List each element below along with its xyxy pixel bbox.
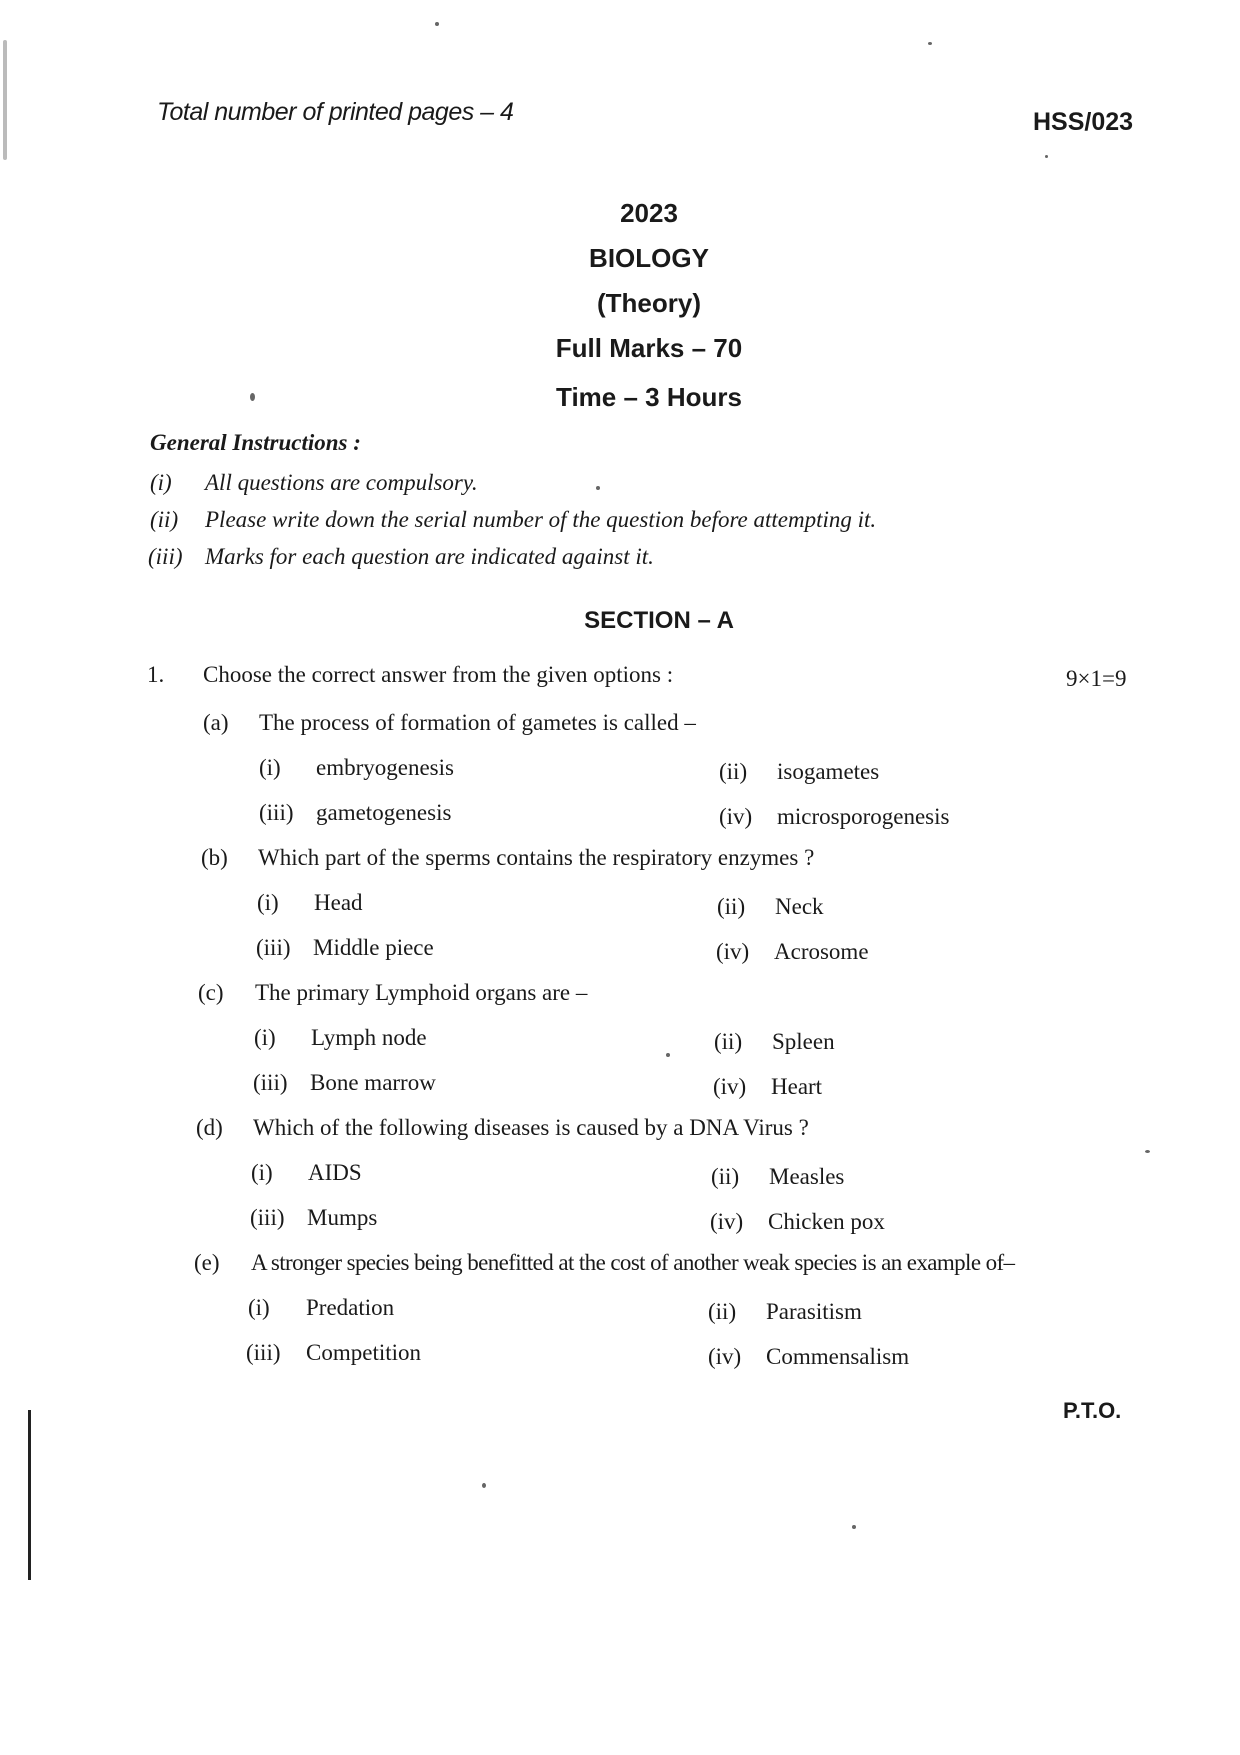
- option-number: (ii): [714, 1029, 743, 1054]
- part-label: (b): [201, 845, 228, 870]
- option-text: Commensalism: [766, 1344, 910, 1369]
- scan-speck: [666, 1053, 670, 1057]
- part-label: (d): [196, 1115, 223, 1140]
- option-text: Lymph node: [311, 1025, 427, 1050]
- exam-type: (Theory): [597, 288, 701, 318]
- exam-year: 2023: [620, 198, 678, 228]
- scan-speck: [1045, 155, 1048, 158]
- scan-speck: [482, 1483, 486, 1488]
- please-turn-over: P.T.O.: [1063, 1398, 1122, 1423]
- option-text: Bone marrow: [310, 1070, 436, 1095]
- instruction-text: Marks for each question are indicated against it.: [205, 544, 654, 569]
- option-number: (iii): [259, 800, 294, 825]
- part-text: A stronger species being benefitted at the cost of another weak species is an example of–: [251, 1250, 1015, 1275]
- option-number: (ii): [719, 759, 748, 784]
- scan-speck: [596, 486, 600, 490]
- instruction-number: (i): [150, 470, 172, 495]
- option-number: (i): [257, 890, 279, 915]
- option-text: gametogenesis: [316, 800, 452, 825]
- option-text: Mumps: [307, 1205, 378, 1230]
- part-text: Which part of the sperms contains the respiratory enzymes ?: [258, 845, 815, 870]
- option-number: (ii): [717, 894, 746, 919]
- option-number: (ii): [711, 1164, 740, 1189]
- part-label: (a): [203, 710, 229, 735]
- option-number: (i): [248, 1295, 270, 1320]
- option-text: Heart: [771, 1074, 823, 1099]
- question-text: Choose the correct answer from the given options :: [203, 662, 674, 687]
- scan-speck: [3, 40, 7, 160]
- option-text: Predation: [306, 1295, 395, 1320]
- option-text: microsporogenesis: [777, 804, 950, 829]
- scan-speck: [928, 42, 932, 45]
- option-number: (iv): [719, 804, 753, 829]
- option-number: (iii): [250, 1205, 285, 1230]
- option-text: Acrosome: [774, 939, 869, 964]
- scan-speck: [1145, 1150, 1150, 1153]
- instructions-heading: General Instructions :: [150, 430, 361, 455]
- option-number: (iv): [713, 1074, 747, 1099]
- option-number: (ii): [708, 1299, 737, 1324]
- question-marks: 9×1=9: [1066, 666, 1127, 691]
- option-number: (i): [254, 1025, 276, 1050]
- part-label: (e): [194, 1250, 220, 1275]
- option-text: Spleen: [772, 1029, 835, 1054]
- option-number: (iv): [708, 1344, 742, 1369]
- option-number: (iii): [246, 1340, 281, 1365]
- option-text: isogametes: [777, 759, 880, 784]
- option-number: (iv): [716, 939, 750, 964]
- exam-subject: BIOLOGY: [589, 243, 709, 273]
- option-text: Chicken pox: [768, 1209, 885, 1234]
- instruction-text: Please write down the serial number of the question before attempting it.: [205, 507, 877, 532]
- scan-speck: [852, 1525, 856, 1529]
- part-label: (c): [198, 980, 224, 1005]
- option-number: (i): [259, 755, 281, 780]
- option-text: Neck: [775, 894, 824, 919]
- instruction-text: All questions are compulsory.: [205, 470, 478, 495]
- printed-pages-note: Total number of printed pages – 4: [157, 98, 514, 126]
- option-text: Parasitism: [766, 1299, 862, 1324]
- option-text: Measles: [769, 1164, 845, 1189]
- option-number: (iv): [710, 1209, 744, 1234]
- option-text: embryogenesis: [316, 755, 454, 780]
- question-number: 1.: [147, 662, 165, 687]
- option-number: (iii): [253, 1070, 288, 1095]
- option-text: Middle piece: [313, 935, 434, 960]
- scan-edge-mark: [28, 1410, 31, 1580]
- option-text: Competition: [306, 1340, 421, 1365]
- part-text: The primary Lymphoid organs are –: [255, 980, 588, 1005]
- option-text: AIDS: [308, 1160, 362, 1185]
- part-text: Which of the following diseases is caused by a DNA Virus ?: [253, 1115, 809, 1140]
- option-text: Head: [314, 890, 363, 915]
- section-title: SECTION – A: [584, 607, 734, 634]
- instruction-number: (ii): [150, 507, 179, 532]
- scan-speck: [435, 22, 439, 26]
- part-text: The process of formation of gametes is called –: [259, 710, 696, 735]
- instruction-number: (iii): [148, 544, 183, 569]
- option-number: (i): [251, 1160, 273, 1185]
- paper-code: HSS/023: [1033, 108, 1134, 136]
- option-number: (iii): [256, 935, 291, 960]
- full-marks: Full Marks – 70: [555, 333, 743, 363]
- exam-time: Time – 3 Hours: [556, 382, 742, 412]
- scan-speck: [250, 393, 255, 401]
